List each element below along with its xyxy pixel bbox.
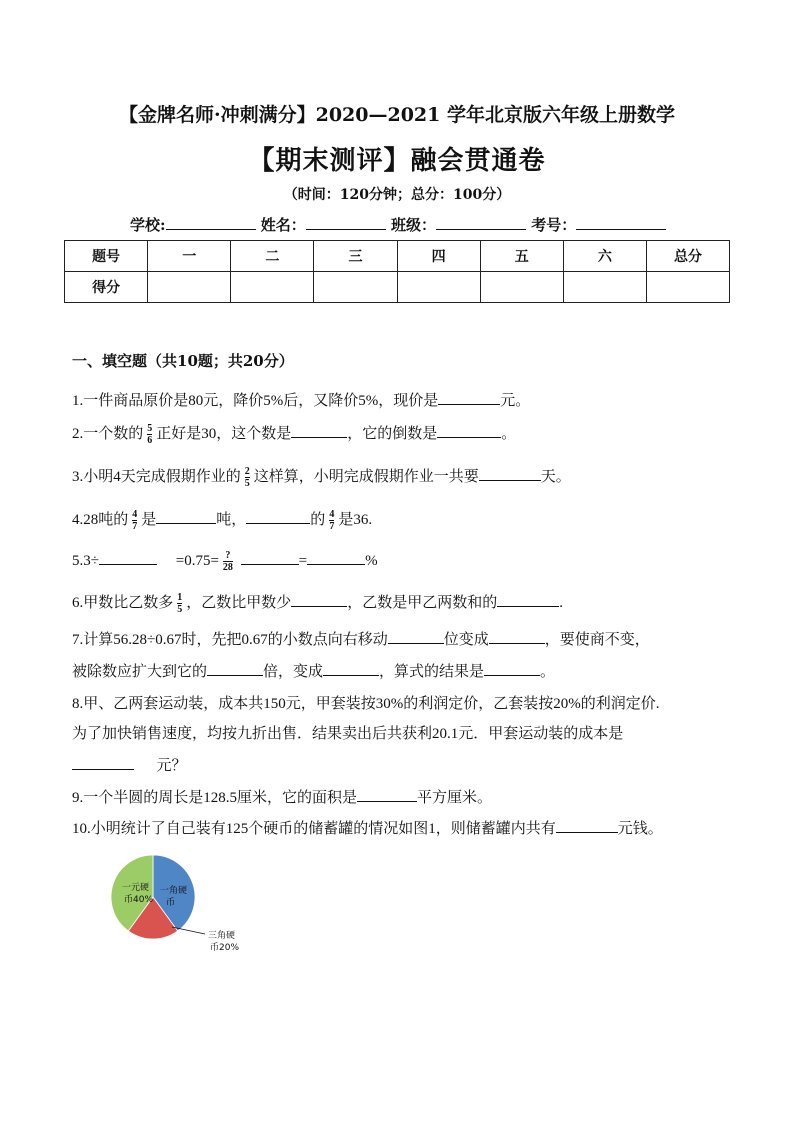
answer-blank[interactable] — [246, 509, 310, 524]
exam-title: 【期末测评】融会贯通卷 — [248, 146, 546, 176]
name-field[interactable] — [306, 215, 386, 230]
class-field[interactable] — [436, 215, 526, 230]
question-4 — [72, 508, 372, 532]
score-cell[interactable] — [397, 272, 480, 303]
question-7-line1 — [72, 628, 650, 649]
q5-text: =0.75= — [175, 553, 219, 569]
header-cell: 总分 — [646, 241, 729, 272]
header-cell: 题号 — [65, 241, 148, 272]
label-yiyuan-2: 币40% — [124, 895, 154, 905]
exam-no-field[interactable] — [576, 215, 666, 230]
header-cell: 五 — [480, 241, 563, 272]
fraction-num: 4 — [132, 509, 138, 521]
q5-text: = — [298, 553, 308, 569]
answer-blank[interactable] — [556, 818, 618, 833]
answer-blank[interactable] — [489, 629, 545, 644]
section-title: 一、填空题（共10题；共20分） — [72, 352, 294, 370]
school-label: 学校: — [130, 216, 166, 234]
class-label: 班级： — [391, 216, 437, 234]
q7-text: 。 — [540, 664, 556, 680]
q4-text: 是36. — [338, 512, 373, 528]
question-5 — [72, 550, 378, 573]
score-cell[interactable] — [646, 272, 729, 303]
q4-text: 4.28吨的 — [72, 512, 129, 528]
score-table-score-row — [65, 272, 730, 303]
q8-text: 元？ — [156, 758, 187, 774]
question-10 — [72, 817, 663, 838]
fraction-den: 6 — [147, 435, 153, 447]
q2-text: 。 — [501, 426, 517, 442]
q7-text: ，算式的结果是 — [379, 664, 485, 680]
question-1 — [72, 389, 530, 410]
q7-text: 倍，变成 — [263, 664, 324, 680]
q1-text: 1.一件商品原价是80元，降价5%后，又降价5%，现价是 — [72, 393, 439, 409]
fraction — [132, 509, 137, 532]
question-8-line3 — [72, 754, 187, 775]
header-cell: 一 — [148, 241, 231, 272]
answer-blank[interactable] — [291, 592, 347, 607]
label-yijiao-1: 一角硬 — [160, 886, 188, 896]
q2-text: 正好是30，这个数是 — [156, 426, 292, 442]
q7-text: 位变成 — [443, 632, 489, 648]
q5-text: % — [365, 553, 378, 569]
score-cell[interactable] — [480, 272, 563, 303]
answer-blank[interactable] — [307, 550, 365, 565]
exam-no-label: 考号： — [531, 216, 577, 234]
label-yiyuan-1: 一元硬 — [122, 883, 150, 893]
score-cell[interactable] — [314, 272, 397, 303]
label-sanjiao-1: 三角硬 — [208, 931, 236, 941]
header-cell: 二 — [231, 241, 314, 272]
q10-text: 元钱。 — [617, 821, 663, 837]
question-9 — [72, 786, 492, 807]
fraction — [223, 550, 233, 573]
q7-text: ，要使商不变， — [544, 632, 650, 648]
q10-text: 10.小明统计了自己装有125个硬币的储蓄罐的情况如图1，则储蓄罐内共有 — [72, 821, 556, 837]
q9-text: 平方厘米。 — [417, 790, 493, 806]
answer-blank[interactable] — [99, 550, 157, 565]
question-8-line2: 为了加快销售速度，均按九折出售．结果卖出后共获利20.1元．甲套运动装的成本是 — [72, 726, 624, 742]
answer-blank[interactable] — [388, 629, 444, 644]
answer-blank[interactable] — [323, 661, 379, 676]
fraction-num: 2 — [244, 466, 250, 478]
q4-text: 吨， — [216, 512, 247, 528]
answer-blank[interactable] — [497, 592, 559, 607]
header-cell: 六 — [563, 241, 646, 272]
q6-text: ，乙数是甲乙两数和的 — [347, 595, 498, 611]
exam-time: （时间：120分钟；总分：100分） — [283, 187, 511, 203]
q3-text: 天。 — [540, 469, 571, 485]
fraction-num: 5 — [147, 423, 153, 435]
fraction — [329, 509, 334, 532]
fraction — [245, 466, 250, 489]
answer-blank[interactable] — [156, 509, 216, 524]
answer-blank[interactable] — [291, 423, 347, 438]
answer-blank[interactable] — [72, 755, 134, 770]
q4-text: 的 — [310, 512, 326, 528]
coin-pie-chart — [100, 850, 260, 960]
q6-text: ，乙数比甲数少 — [186, 595, 292, 611]
q9-text: 9.一个半圆的周长是128.5厘米，它的面积是 — [72, 790, 358, 806]
label-sanjiao-2: 币20% — [210, 943, 240, 953]
q6-text: . — [559, 595, 564, 611]
q3-text: 3.小明4天完成假期作业的 — [72, 469, 241, 485]
answer-blank[interactable] — [241, 550, 299, 565]
q7-text: 7.计算56.28÷0.67时，先把0.67的小数点向右移动 — [72, 632, 388, 648]
student-info-line — [130, 214, 666, 235]
score-cell[interactable] — [231, 272, 314, 303]
answer-blank[interactable] — [437, 423, 501, 438]
question-7-line2 — [72, 660, 555, 681]
score-row-label: 得分 — [65, 272, 148, 303]
answer-blank[interactable] — [484, 661, 540, 676]
q1-tail: 元。 — [500, 393, 531, 409]
fraction-num[interactable]: ? — [225, 550, 231, 562]
score-cell[interactable] — [148, 272, 231, 303]
q4-text: 是 — [141, 512, 157, 528]
fraction-den: 5 — [177, 604, 183, 616]
fraction-num: 4 — [329, 509, 335, 521]
q7-text: 被除数应扩大到它的 — [72, 664, 208, 680]
q2-text: 2.一个数的 — [72, 426, 144, 442]
answer-blank[interactable] — [207, 661, 263, 676]
question-3 — [72, 465, 571, 489]
score-table-header-row — [65, 241, 730, 272]
q6-text: 6.甲数比乙数多 — [72, 595, 174, 611]
fraction-den: 28 — [222, 562, 233, 574]
question-6 — [72, 591, 563, 615]
label-yijiao-2: 币 — [166, 898, 176, 908]
fraction — [147, 423, 152, 446]
score-table — [64, 240, 730, 303]
school-field[interactable] — [166, 215, 256, 230]
name-label: 姓名： — [260, 216, 306, 234]
answer-blank[interactable] — [438, 390, 500, 405]
answer-blank[interactable] — [357, 787, 417, 802]
fraction-den: 7 — [329, 521, 335, 533]
fraction — [177, 592, 182, 615]
score-cell[interactable] — [563, 272, 646, 303]
answer-blank[interactable] — [479, 466, 541, 481]
header-cell: 三 — [314, 241, 397, 272]
question-2 — [72, 422, 516, 446]
q3-text: 这样算，小明完成假期作业一共要 — [253, 469, 479, 485]
fraction-den: 5 — [244, 478, 250, 490]
header-cell: 四 — [397, 241, 480, 272]
q5-text: 5.3÷ — [72, 553, 99, 569]
header-line1: 【金牌名师·冲刺满分】2020—2021 学年北京版六年级上册数学 — [119, 104, 675, 126]
fraction-num: 1 — [177, 592, 183, 604]
question-8-line1: 8.甲、乙两套运动装，成本共150元，甲套装按30%的利润定价，乙套装按20%的利润定价. — [72, 696, 660, 712]
fraction-den: 7 — [132, 521, 138, 533]
q2-text: ，它的倒数是 — [347, 426, 438, 442]
